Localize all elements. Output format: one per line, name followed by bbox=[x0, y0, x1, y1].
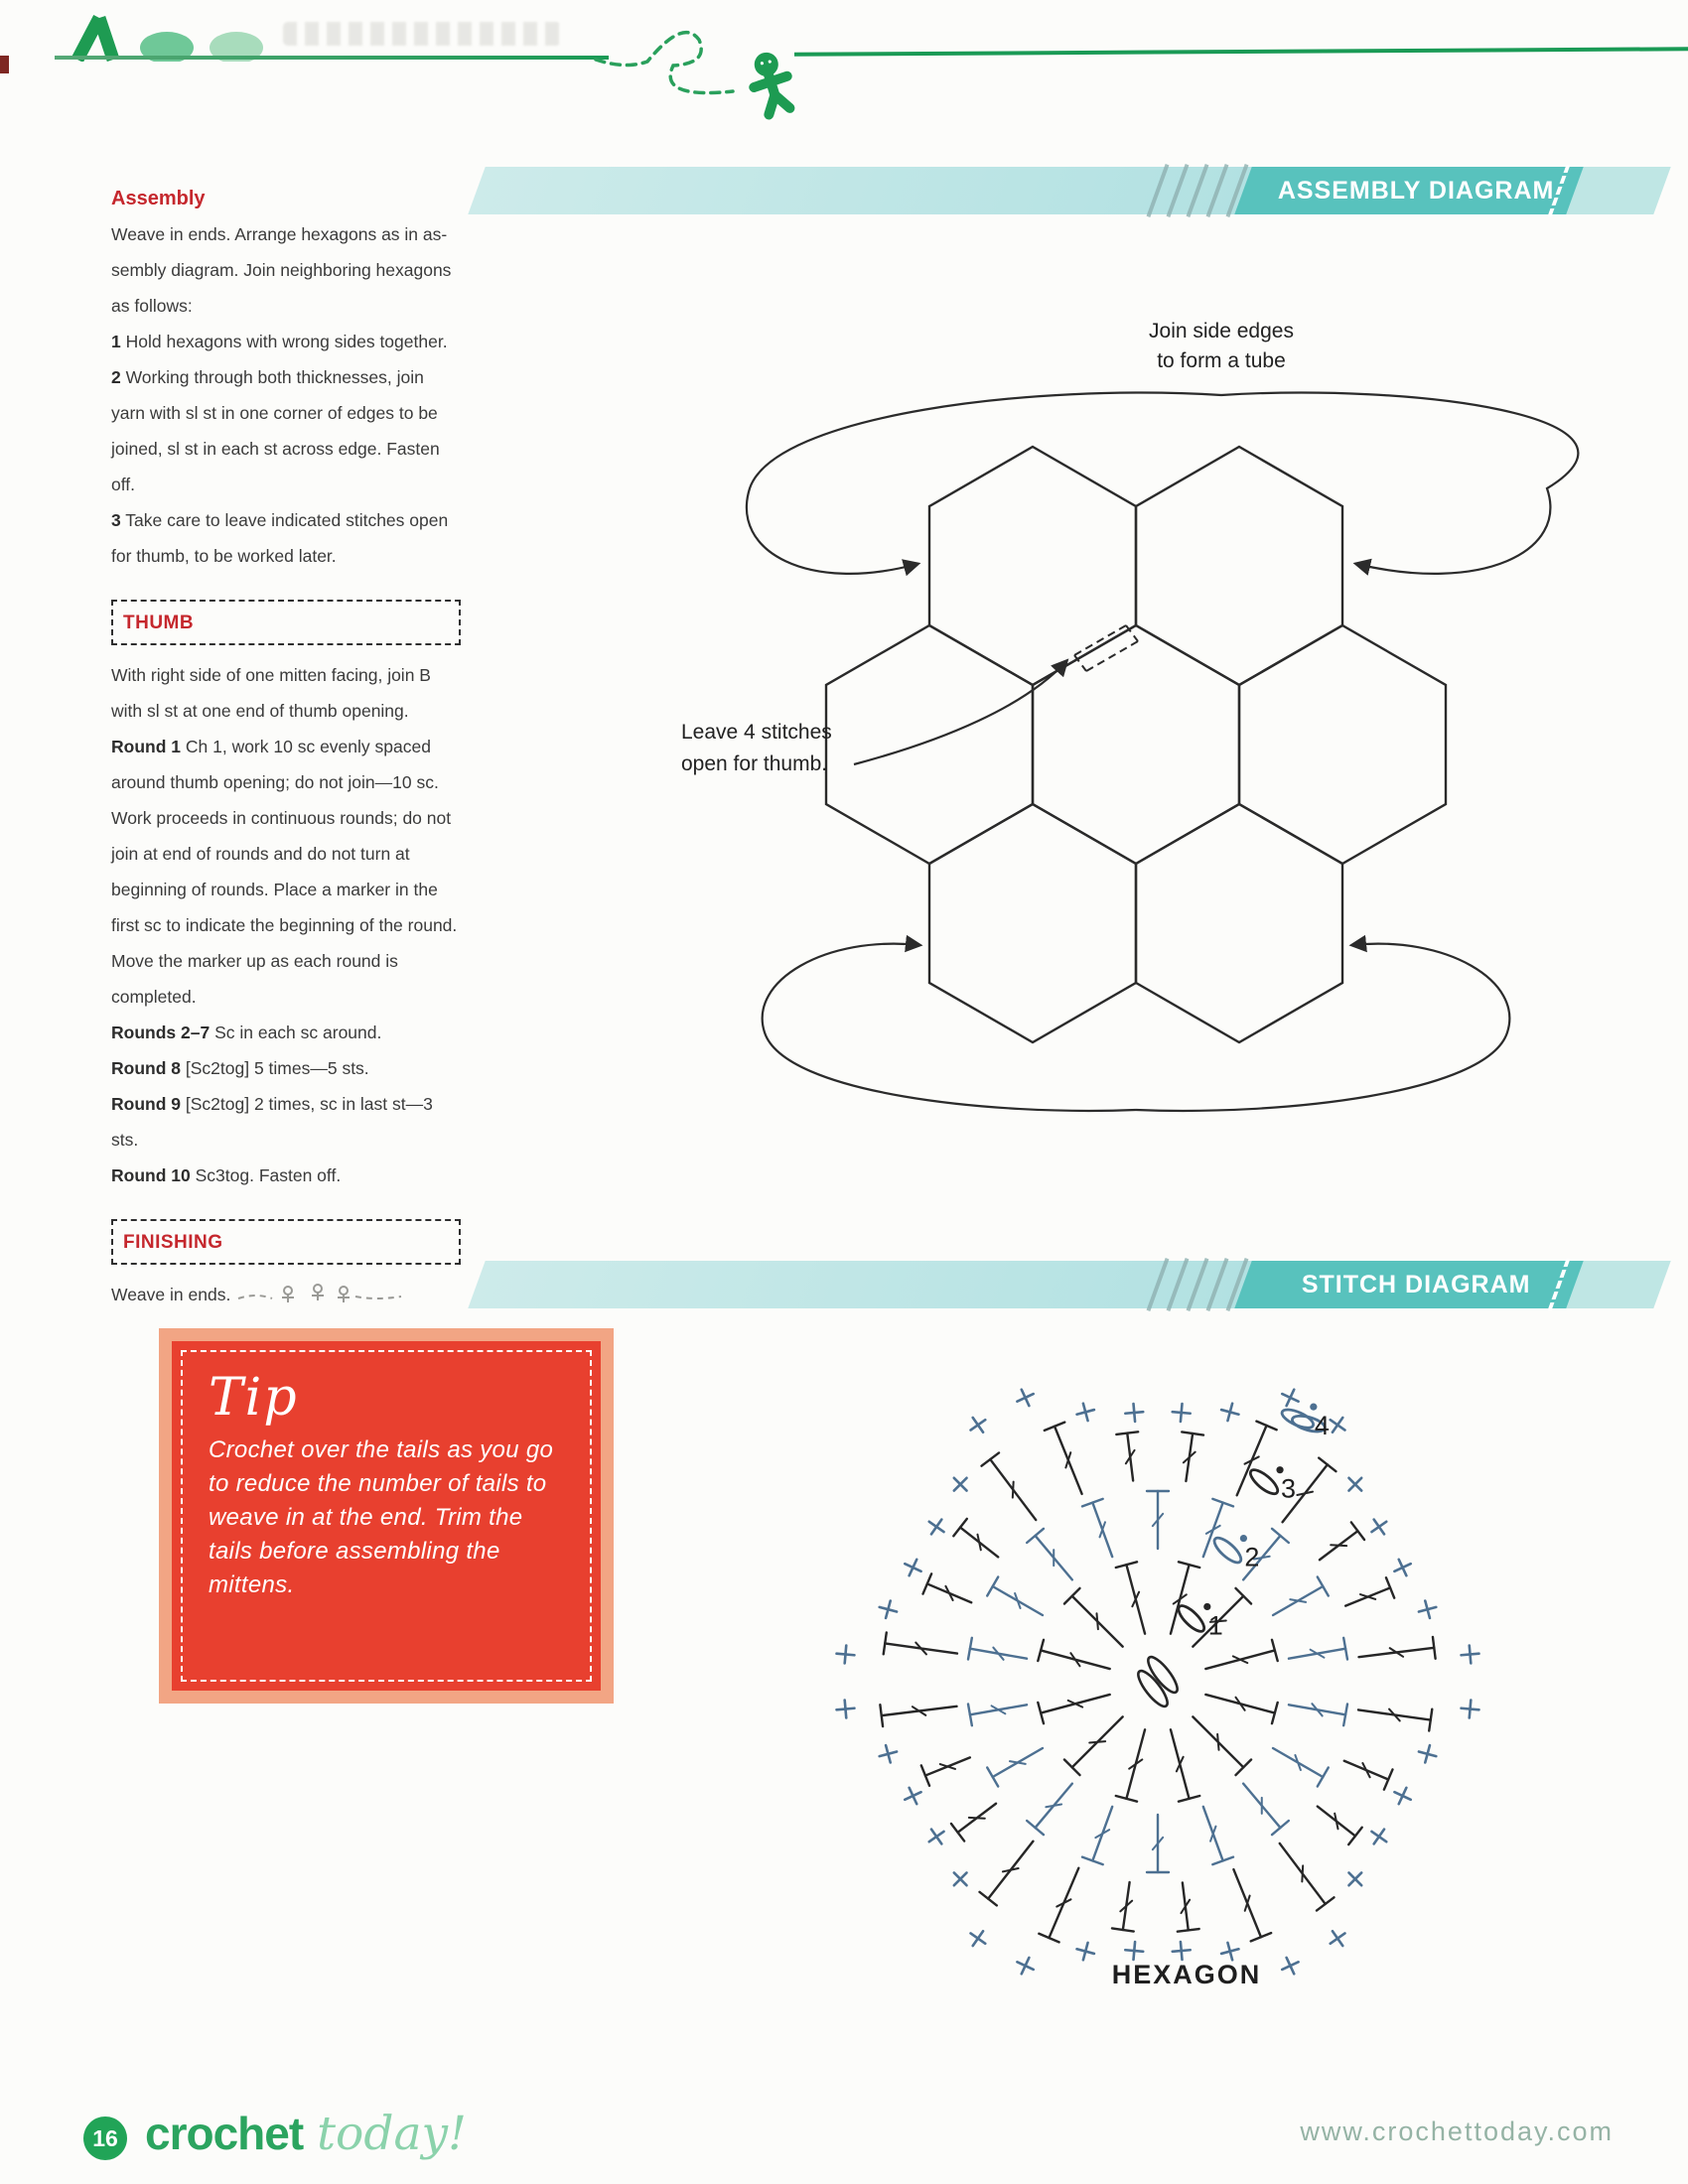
banner-title-box bbox=[1234, 167, 1597, 214]
assembly-step bbox=[111, 359, 461, 502]
assembly-step bbox=[111, 324, 461, 359]
svg-text:1: 1 bbox=[1207, 1610, 1223, 1641]
assembly-diagram-banner bbox=[467, 167, 1658, 214]
hexagon-caption: HEXAGON bbox=[1111, 1960, 1262, 1989]
stitch-diagram-caption bbox=[824, 1956, 1539, 1995]
gingerbread-man-doodle bbox=[594, 6, 822, 125]
stitch-diagram bbox=[824, 1320, 1539, 2020]
banner-tail bbox=[1566, 167, 1670, 214]
hexagon bbox=[1136, 447, 1342, 685]
tip-box-dashed-border bbox=[181, 1350, 592, 1682]
step-number: 2 bbox=[111, 367, 121, 387]
label-thumb-line2: open for thumb. bbox=[681, 752, 828, 775]
round-label: Round 10 bbox=[111, 1165, 191, 1185]
svg-text:2: 2 bbox=[1244, 1542, 1260, 1572]
thumb-round bbox=[111, 1015, 461, 1050]
assembly-step bbox=[111, 502, 461, 574]
round-text: Ch 1, work 10 sc evenly spaced around thumb opening; do not join—10 sc. Work proceeds in continuous rounds; do not join at end of rounds and do not turn at beginning of rounds. Place a marker in the first sc to indicate the beginning of the round. Move the marker up as each round is completed. bbox=[111, 737, 458, 1007]
finishing-text-span: Weave in ends. bbox=[111, 1285, 231, 1304]
brand-script: today! bbox=[317, 2107, 467, 2161]
step-text: Working through both thicknesses, join yarn with sl st in one corner of edges to be joined, sl st in each st across edge. Fasten off. bbox=[111, 367, 440, 494]
thumb-round bbox=[111, 1086, 461, 1158]
hexagon bbox=[1239, 625, 1446, 864]
svg-text:4: 4 bbox=[1314, 1411, 1330, 1441]
tip-box-red bbox=[172, 1341, 601, 1691]
label-thumb-line1: Leave 4 stitches bbox=[681, 721, 832, 744]
step-text: Take care to leave indicated stitches open for thumb, to be worked later. bbox=[111, 510, 449, 566]
page-number: 16 bbox=[92, 2124, 118, 2151]
hexagon bbox=[826, 625, 1033, 864]
step-text: Hold hexagons with wrong sides together. bbox=[125, 332, 448, 351]
stitch-banner-title: STITCH DIAGRAM bbox=[1301, 1270, 1531, 1298]
hexagon bbox=[929, 447, 1136, 685]
instructions-column bbox=[111, 181, 461, 1312]
label-join-edges-line2: to form a tube bbox=[1157, 349, 1286, 372]
round-text: [Sc2tog] 5 times—5 sts. bbox=[185, 1058, 369, 1078]
thumb-opening-marker bbox=[1074, 625, 1138, 671]
scan-edge-mark bbox=[0, 56, 9, 73]
round-label: Round 9 bbox=[111, 1094, 181, 1114]
step-number: 3 bbox=[111, 510, 121, 530]
hexagon bbox=[1136, 804, 1342, 1042]
round-label: Rounds 2–7 bbox=[111, 1023, 211, 1042]
round-label: Round 1 bbox=[111, 737, 181, 756]
finishing-section-header bbox=[111, 1219, 461, 1265]
round-label: Round 8 bbox=[111, 1058, 181, 1078]
banner-tail bbox=[1566, 1261, 1670, 1308]
finishing-text bbox=[111, 1277, 461, 1312]
stitch-diagram-canvas bbox=[824, 1320, 1539, 2015]
assembly-intro: Weave in ends. Arrange hexagons as in as-sembly diagram. Join neighboring hexagons as follows: bbox=[111, 224, 452, 316]
assembly-banner-title: ASSEMBLY DIAGRAM bbox=[1277, 176, 1555, 205]
brand-logo bbox=[145, 2107, 467, 2161]
header-cropped-logo bbox=[60, 10, 288, 62]
thumb-round bbox=[111, 1050, 461, 1086]
label-join-edges-line1: Join side edges bbox=[1149, 320, 1294, 342]
gingerbread-trail-doodle bbox=[236, 1279, 405, 1308]
assembly-heading: Assembly bbox=[111, 188, 206, 209]
svg-text:3: 3 bbox=[1281, 1473, 1297, 1504]
thumb-round bbox=[111, 1158, 461, 1193]
hexagon bbox=[1033, 625, 1239, 864]
hexagon bbox=[929, 804, 1136, 1042]
thumb-section-header bbox=[111, 600, 461, 645]
banner-title-box bbox=[1234, 1261, 1597, 1308]
brand-word: crochet bbox=[145, 2108, 304, 2159]
page-number-badge bbox=[83, 2116, 127, 2160]
thumb-heading: THUMB bbox=[123, 613, 195, 633]
finishing-heading: FINISHING bbox=[123, 1232, 223, 1253]
banner-strip bbox=[468, 167, 1254, 214]
step-number: 1 bbox=[111, 332, 121, 351]
tip-heading: Tip bbox=[209, 1368, 299, 1428]
tip-box bbox=[159, 1328, 614, 1704]
round-text: Sc in each sc around. bbox=[214, 1023, 382, 1042]
stitch-diagram-banner bbox=[467, 1261, 1658, 1308]
thumb-intro: With right side of one mitten facing, join B with sl st at one end of thumb opening. bbox=[111, 665, 431, 721]
round-text: Sc3tog. Fasten off. bbox=[195, 1165, 342, 1185]
header-rule-left bbox=[55, 56, 609, 60]
assembly-diagram bbox=[635, 298, 1628, 1132]
website-url: www.crochettoday.com bbox=[1300, 2116, 1614, 2146]
tube-arrows bbox=[747, 393, 1578, 1111]
header-rule-right bbox=[794, 47, 1688, 57]
thumb-round bbox=[111, 729, 461, 1015]
tip-text: Crochet over the tails as you go to reduce the number of tails to weave in at the end. Trim the tails before assembling the mittens. bbox=[209, 1436, 554, 1598]
round-text: [Sc2tog] 2 times, sc in last st—3 sts. bbox=[111, 1094, 433, 1150]
banner-strip bbox=[468, 1261, 1254, 1308]
faint-print-smudge bbox=[283, 22, 561, 46]
